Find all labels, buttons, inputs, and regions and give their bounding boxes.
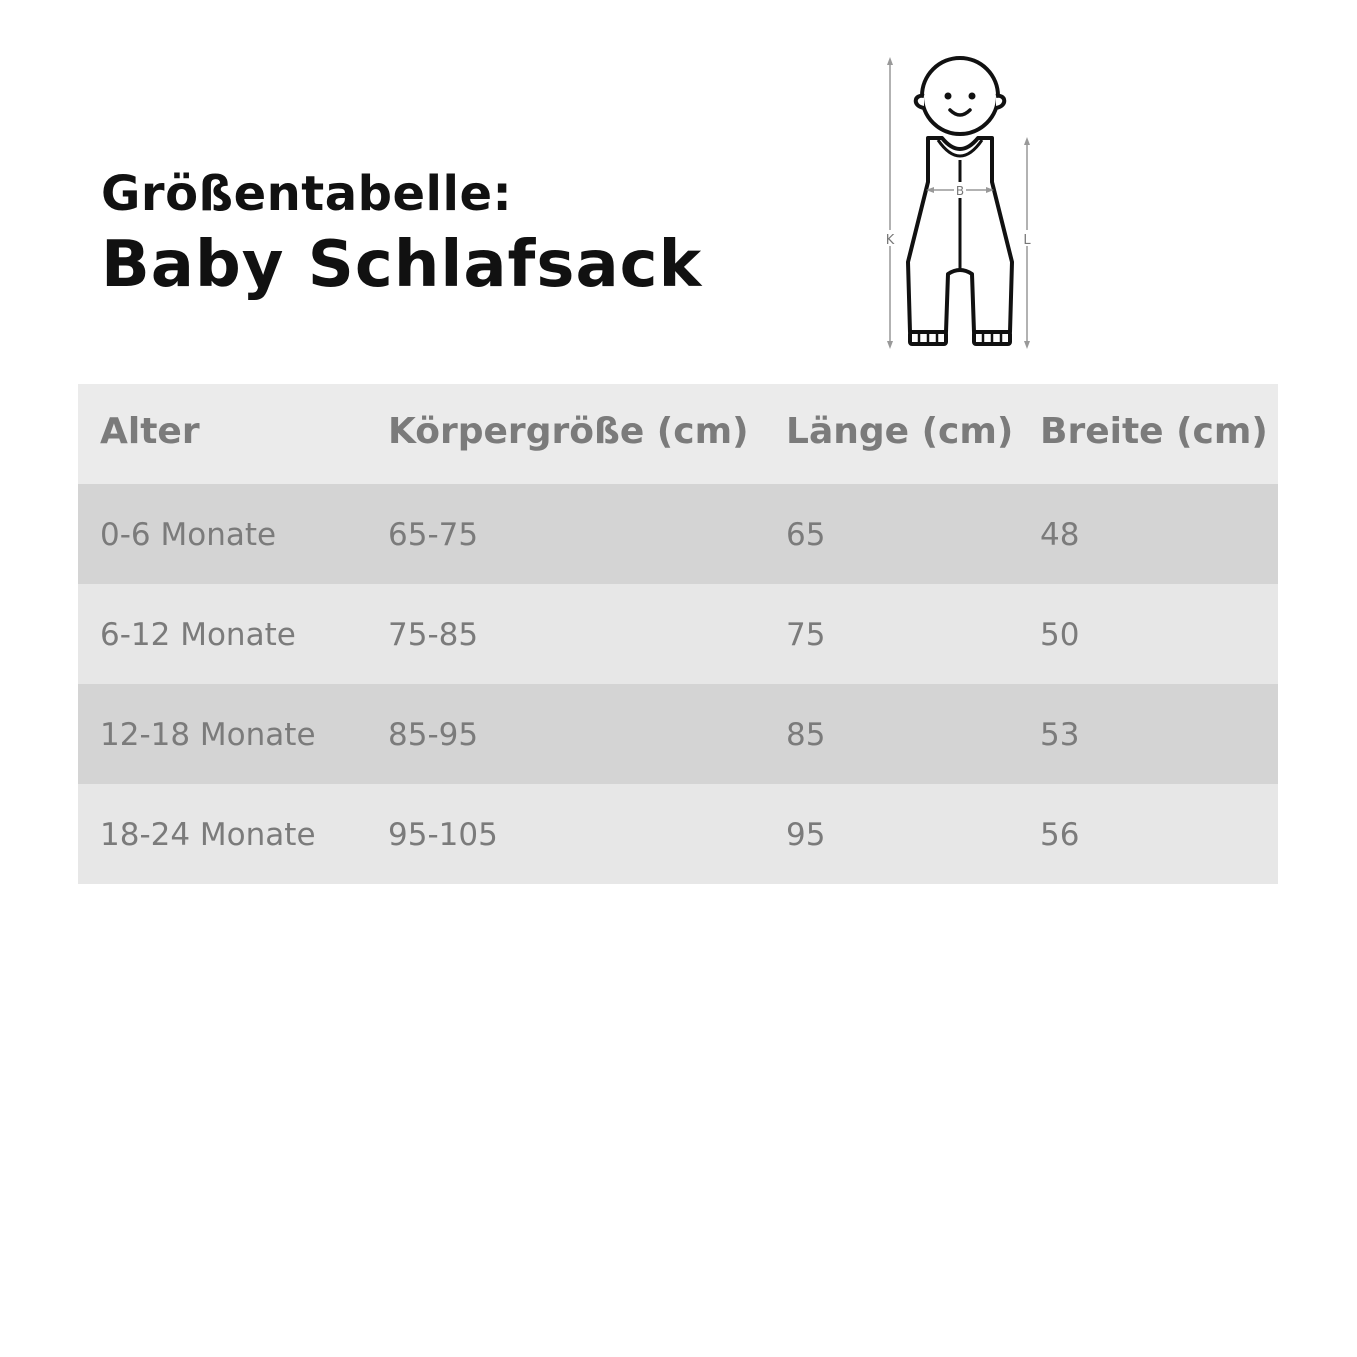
baby-head: [916, 58, 1005, 134]
label-b: B: [955, 184, 965, 198]
cell-breite: 53: [1040, 717, 1080, 753]
cell-alter: 6-12 Monate: [100, 617, 296, 653]
table-row: [78, 784, 1278, 884]
cell-breite: 48: [1040, 517, 1080, 553]
sleeping-bag: [908, 138, 1012, 344]
header-laenge: Länge (cm): [786, 411, 1014, 452]
title-line-2: Baby Schlafsack: [101, 228, 703, 302]
label-l: L: [1023, 233, 1031, 248]
cell-koerpergroesse: 65-75: [388, 517, 479, 553]
header-koerpergroesse: Körpergröße (cm): [388, 411, 749, 452]
cell-laenge: 75: [786, 617, 826, 653]
cell-koerpergroesse: 85-95: [388, 717, 479, 753]
cell-koerpergroesse: 95-105: [388, 817, 498, 853]
table-header-row: [78, 384, 1278, 484]
table-row: [78, 584, 1278, 684]
header-breite: Breite (cm): [1040, 411, 1268, 452]
cell-laenge: 95: [786, 817, 826, 853]
cell-alter: 12-18 Monate: [100, 717, 316, 753]
label-k: K: [885, 233, 895, 248]
cell-alter: 18-24 Monate: [100, 817, 316, 853]
size-table: [78, 384, 1278, 884]
cell-breite: 56: [1040, 817, 1080, 853]
measure-k-arrow: [887, 57, 893, 349]
cell-laenge: 85: [786, 717, 826, 753]
baby-sleeping-bag-icon: [878, 52, 1048, 352]
header-alter: Alter: [100, 411, 200, 452]
table-row: [78, 684, 1278, 784]
cell-koerpergroesse: 75-85: [388, 617, 479, 653]
cell-alter: 0-6 Monate: [100, 517, 277, 553]
cell-laenge: 65: [786, 517, 826, 553]
title-line-1: Größentabelle:: [101, 166, 513, 222]
table-row: [78, 484, 1278, 584]
cell-breite: 50: [1040, 617, 1080, 653]
